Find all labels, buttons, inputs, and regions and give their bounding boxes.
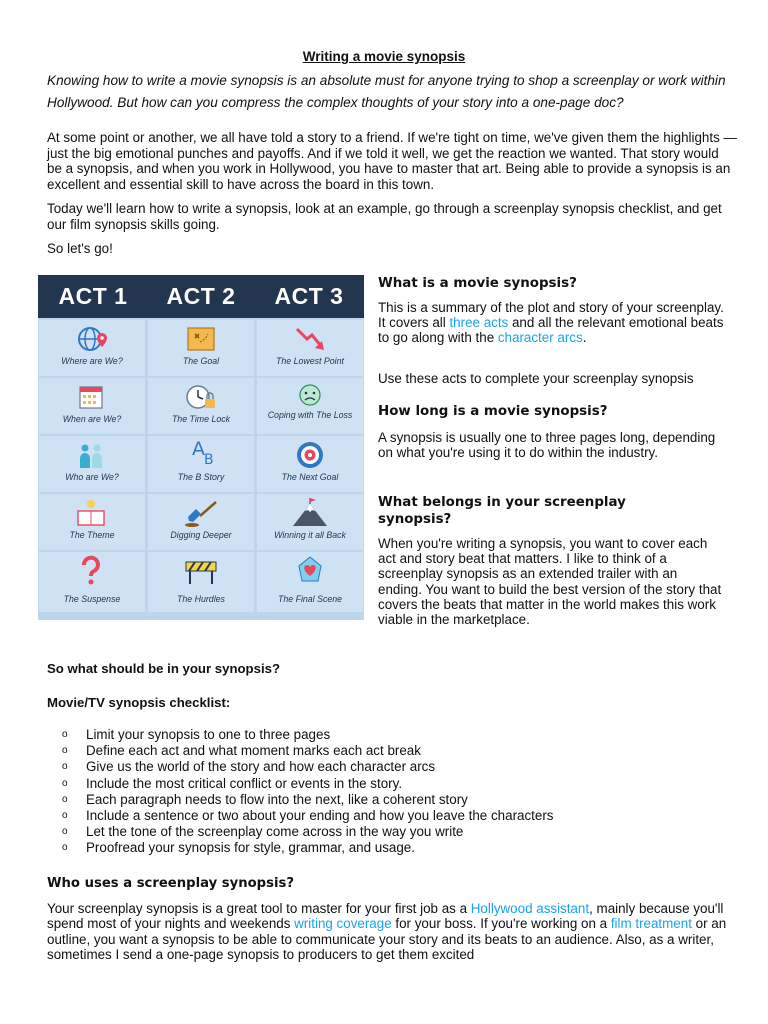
- list-item-text: Give us the world of the story and how each character arcs: [86, 759, 436, 775]
- bullet: o: [62, 729, 68, 740]
- three-act-infographic: [38, 275, 364, 620]
- beat-cell: [148, 552, 254, 612]
- beat-label: Who are We?: [65, 472, 119, 482]
- body-paragraph-2: Today we'll learn how to write a synopsis, look at an example, go through a screenplay synopsis checklist, and get our film synopsis skills going.: [47, 201, 722, 232]
- beat-cell: [257, 436, 363, 492]
- list-item: [62, 759, 554, 775]
- what-is-paragraph: [378, 300, 728, 346]
- heading-what-is: What is a movie synopsis?: [378, 276, 577, 291]
- body-paragraph-3: So let's go!: [47, 241, 113, 256]
- bullet: o: [62, 826, 68, 838]
- act-3-label: ACT 3: [274, 283, 344, 309]
- beat-cell: [257, 552, 363, 612]
- globe-pin-icon: [39, 324, 145, 354]
- beat-label: When are We?: [62, 414, 122, 424]
- beat-label: The Next Goal: [281, 472, 339, 482]
- text-run: This is a summary of the plot and story of your screenplay. It covers all: [378, 300, 724, 331]
- list-item-text: Include a sentence or two about your ending and how you leave the characters: [86, 807, 554, 823]
- act-2-label: ACT 2: [166, 283, 236, 309]
- hollywood-assistant-link[interactable]: Hollywood assistant: [470, 901, 590, 916]
- beat-label: Where are We?: [61, 356, 123, 366]
- barrier-icon: [148, 554, 254, 588]
- document-title: Writing a movie synopsis: [302, 49, 466, 64]
- checklist: [62, 727, 554, 857]
- beat-cell: [39, 436, 145, 492]
- beat-cell: [39, 552, 145, 612]
- clock-lock-icon: [148, 382, 254, 412]
- writing-coverage-link[interactable]: writing coverage: [294, 916, 392, 932]
- beat-label: The Goal: [182, 356, 220, 366]
- text-run: .: [582, 330, 587, 346]
- text-run: and all the relevant emotional beats to go along with the: [378, 315, 724, 346]
- heading-how-long: How long is a movie synopsis?: [378, 404, 608, 419]
- list-item: [62, 743, 554, 759]
- beat-cell: [257, 494, 363, 550]
- text-run: Your screenplay synopsis is a great tool to master for your first job as a: [47, 901, 471, 916]
- beat-cell: [39, 378, 145, 434]
- calendar-icon: [39, 382, 145, 412]
- beat-cell: [257, 320, 363, 376]
- beat-label: Winning it all Back: [274, 530, 346, 540]
- beat-cell: [148, 378, 254, 434]
- beat-label: The B Story: [177, 472, 225, 482]
- bullet: o: [62, 793, 68, 805]
- question-mark-icon: [39, 554, 145, 588]
- beat-cell: [148, 320, 254, 376]
- letter-a: A: [192, 438, 205, 460]
- beat-cell: [148, 436, 254, 492]
- character-arcs-link[interactable]: character arcs: [497, 330, 583, 346]
- belongs-paragraph: When you're writing a synopsis, you want to cover each act and story beat that matters. I like to think of a screenplay synopsis as an extended trailer with an ending. You want to build the best version of the story that covers the beats that matter in the world makes this work viable in the marketplace.: [378, 536, 722, 628]
- text-run: or an outline, you want a synopsis to be able to communicate your story and its beats to an audience. Also, as a writer, sometimes I send a one-page synopsis to producers to get them excited: [47, 916, 727, 962]
- sad-face-icon: [257, 382, 363, 412]
- bullet: o: [62, 842, 68, 854]
- letter-b: B: [204, 452, 214, 468]
- list-item-text: Let the tone of the screenplay come across in the way you write: [86, 824, 464, 840]
- beat-cell: [148, 494, 254, 550]
- beat-label: The Final Scene: [277, 594, 343, 604]
- list-item-text: Define each act and what moment marks each act break: [86, 743, 421, 759]
- people-icon: [39, 440, 145, 470]
- beat-label: The Time Lock: [171, 414, 231, 424]
- bullet: o: [62, 809, 68, 821]
- ab-letters-icon: [148, 440, 254, 470]
- checklist-heading: Movie/TV synopsis checklist:: [47, 695, 231, 710]
- so-what-heading: So what should be in your synopsis?: [47, 661, 281, 676]
- text-run: for your boss. If you're working on a: [391, 916, 611, 932]
- treasure-map-icon: [148, 324, 254, 354]
- bullet: o: [62, 761, 68, 773]
- book-lightbulb-icon: [39, 498, 145, 528]
- list-item: [62, 776, 554, 792]
- heart-star-icon: [257, 554, 363, 588]
- shovel-icon: [148, 498, 254, 528]
- text-run: , mainly because you'll spend most of your nights and weekends: [47, 901, 724, 932]
- list-item-text: Limit your synopsis to one to three pages: [86, 727, 331, 742]
- list-item-text: Each paragraph needs to flow into the next, like a coherent story: [86, 791, 468, 807]
- intro-paragraph: Knowing how to write a movie synopsis is an absolute must for anyone trying to shop a screenplay or work within Hollywood. But how can you compress the complex thoughts of your story into a one-page doc?: [47, 73, 726, 110]
- how-long-paragraph: A synopsis is usually one to three pages long, depending on what you're using it to do within the industry.: [378, 430, 716, 461]
- beat-label: The Theme: [69, 530, 115, 540]
- bullet: o: [62, 745, 68, 757]
- beat-label: The Hurdles: [177, 594, 225, 604]
- list-item-text: Include the most critical conflict or events in the story.: [86, 775, 403, 791]
- use-acts-line: Use these acts to complete your screenplay synopsis: [378, 371, 694, 386]
- list-item: [62, 808, 554, 824]
- beat-cell: [257, 378, 363, 434]
- list-item: [62, 727, 554, 743]
- down-trend-arrow-icon: [257, 324, 363, 354]
- bullet: o: [62, 777, 68, 789]
- heading-belongs: What belongs in your screenplay synopsis?: [378, 495, 626, 527]
- beat-cell: [39, 494, 145, 550]
- list-item: [62, 824, 554, 840]
- beat-label: The Lowest Point: [276, 356, 344, 366]
- mountain-flag-icon: [257, 498, 363, 528]
- list-item-text: Proofread your synopsis for style, grammar, and usage.: [86, 840, 415, 856]
- list-item: [62, 840, 554, 856]
- act-1-label: ACT 1: [58, 283, 128, 309]
- film-treatment-link[interactable]: film treatment: [610, 916, 692, 932]
- heading-who-uses: Who uses a screenplay synopsis?: [47, 876, 294, 891]
- three-acts-link[interactable]: three acts: [449, 315, 509, 331]
- beat-label: Digging Deeper: [170, 530, 232, 540]
- infographic-header: [38, 275, 364, 318]
- beat-label: The Suspense: [63, 594, 121, 604]
- body-paragraph-1: At some point or another, we all have told a story to a friend. If we're tight on time, we've given them the highlights — just the big emotional punches and payoffs. And if we told it well, we get the reaction we wanted. That story would be a synopsis, and when you work in Hollywood, you have to master that art. Being able to provide a synopsis is an excellent and essential skill to have across the board in this town.: [47, 130, 737, 192]
- beat-cell: [39, 320, 145, 376]
- beat-label: Coping with The Loss: [267, 410, 353, 420]
- list-item: [62, 792, 554, 808]
- target-icon: [257, 440, 363, 470]
- who-uses-paragraph: [47, 901, 737, 962]
